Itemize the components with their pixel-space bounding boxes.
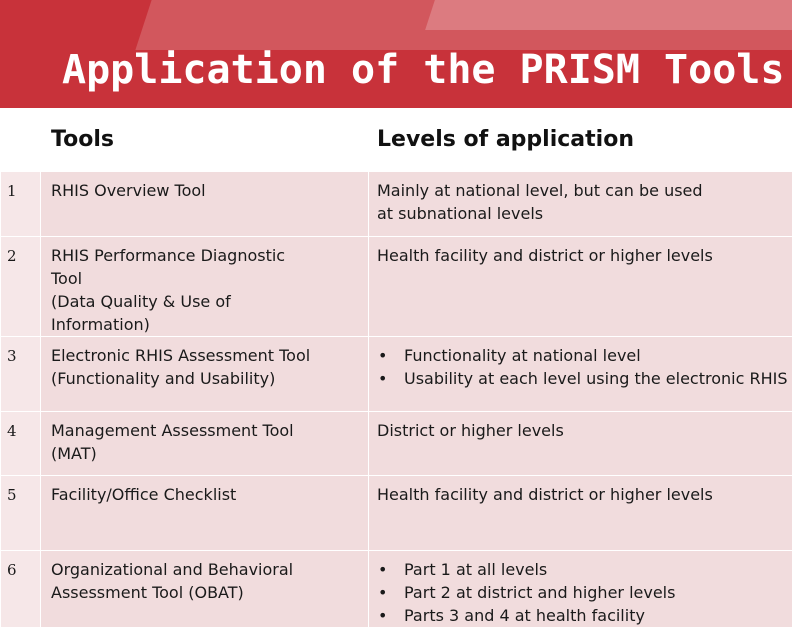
tool-name-line: Information) (51, 313, 360, 336)
table-row (1, 412, 792, 476)
tool-name-line: Facility/Office Checklist (51, 483, 360, 506)
level-cell (369, 337, 792, 412)
tool-cell (41, 172, 369, 237)
table-row (1, 237, 792, 337)
level-bullet-item: • Part 1 at all levels (377, 558, 788, 581)
row-number: 2 (1, 237, 40, 268)
tool-name-line: Assessment Tool (OBAT) (51, 581, 360, 604)
level-bullet-item: • Parts 3 and 4 at health facility (377, 604, 788, 627)
slide-title: Application of the PRISM Tools (62, 44, 782, 96)
table-header-row (1, 109, 792, 172)
header-tools: Tools (41, 109, 369, 172)
level-cell (369, 476, 792, 551)
level-text-line: Health facility and district or higher levels (377, 483, 788, 506)
row-number-cell (1, 337, 41, 412)
row-number: 1 (1, 172, 40, 203)
row-number: 3 (1, 337, 40, 368)
tool-cell (41, 412, 369, 476)
tool-name-line: Electronic RHIS Assessment Tool (51, 344, 360, 367)
tool-cell (41, 237, 369, 337)
tool-name-line: (Functionality and Usability) (51, 367, 360, 390)
tool-name-line: Management Assessment Tool (51, 419, 360, 442)
table-row (1, 476, 792, 551)
level-bullet-item: • Part 2 at district and higher levels (377, 581, 788, 604)
tool-cell (41, 337, 369, 412)
tool-name-line: RHIS Performance Diagnostic (51, 244, 360, 267)
level-text-line: at subnational levels (377, 202, 788, 225)
table-row (1, 172, 792, 237)
tool-cell (41, 476, 369, 551)
header-levels: Levels of application (369, 109, 792, 172)
tool-name-line: Tool (51, 267, 360, 290)
table-row (1, 337, 792, 412)
level-bullet-list (377, 558, 788, 627)
prism-tools-table (0, 108, 792, 628)
banner-decoration-highlight (425, 0, 792, 30)
tool-cell (41, 551, 369, 628)
row-number-cell (1, 172, 41, 237)
table-body (1, 172, 792, 628)
tool-name-line: Organizational and Behavioral (51, 558, 360, 581)
table-row (1, 551, 792, 628)
level-text-line: District or higher levels (377, 419, 788, 442)
row-number: 4 (1, 412, 40, 443)
level-cell (369, 412, 792, 476)
row-number-cell (1, 237, 41, 337)
row-number: 5 (1, 476, 40, 507)
tool-name-line: (Data Quality & Use of (51, 290, 360, 313)
level-text-line: Health facility and district or higher levels (377, 244, 788, 267)
level-bullet-list (377, 344, 788, 390)
tool-name-line: RHIS Overview Tool (51, 179, 360, 202)
level-bullet-item: • Functionality at national level (377, 344, 788, 367)
header-number (1, 109, 41, 172)
level-text-line: Mainly at national level, but can be used (377, 179, 788, 202)
level-cell (369, 237, 792, 337)
level-bullet-item: • Usability at each level using the electronic RHIS (377, 367, 788, 390)
row-number-cell (1, 476, 41, 551)
row-number-cell (1, 551, 41, 628)
row-number-cell (1, 412, 41, 476)
level-cell (369, 172, 792, 237)
tool-name-line: (MAT) (51, 442, 360, 465)
row-number: 6 (1, 551, 40, 582)
level-cell (369, 551, 792, 628)
